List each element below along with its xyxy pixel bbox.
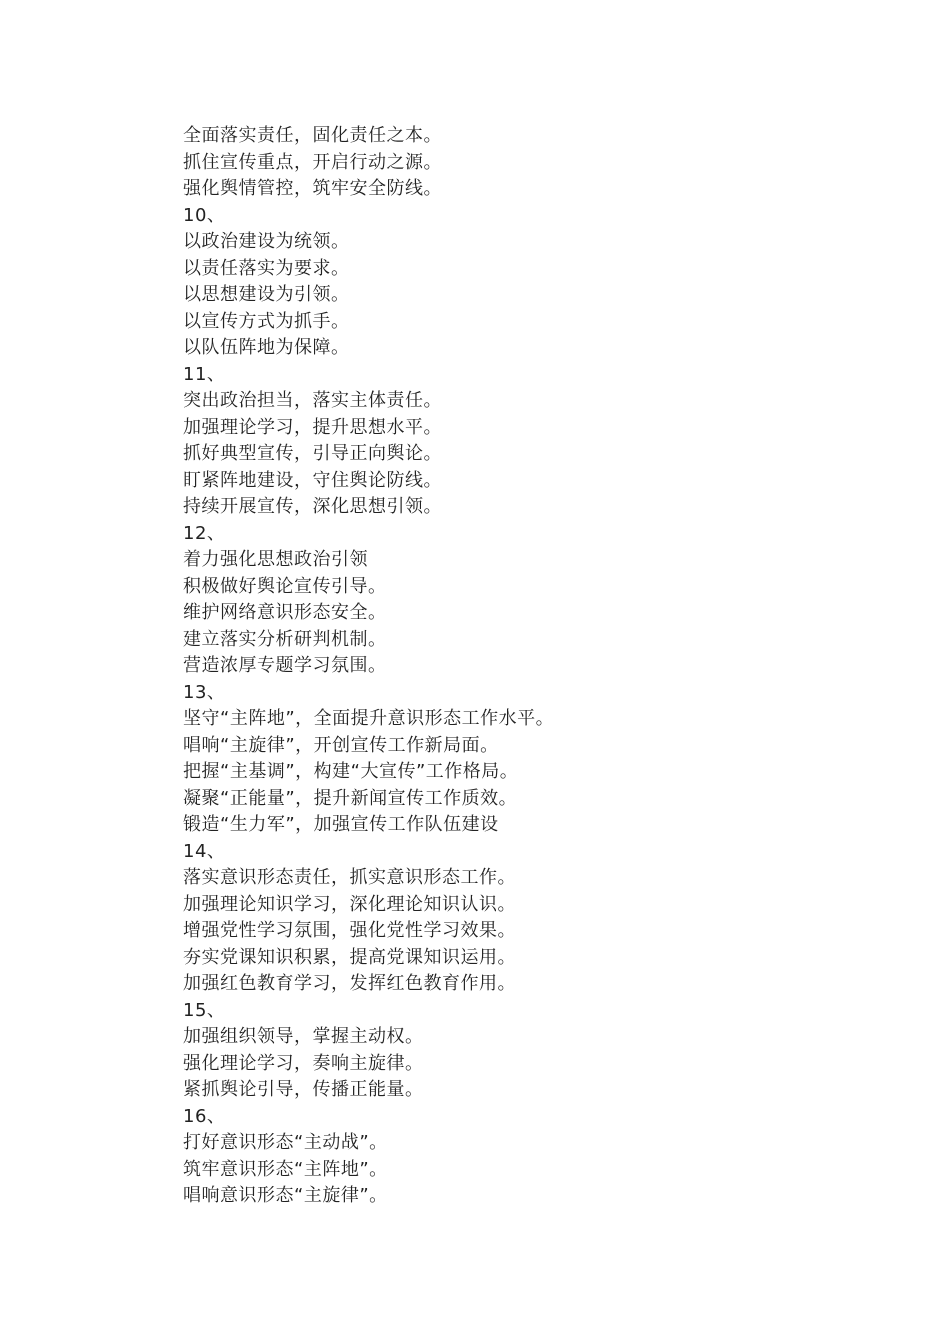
- text-line: 唱响意识形态“主旋律”。: [183, 1185, 388, 1206]
- text-line: 以思想建设为引领。: [183, 284, 350, 305]
- text-line: 夯实党课知识积累，提高党课知识运用。: [183, 946, 516, 968]
- text-line: 全面落实责任，固化责任之本。: [183, 125, 442, 146]
- text-line: 筑牢意识形态“主阵地”。: [183, 1158, 388, 1180]
- section-number: 11、: [183, 363, 226, 385]
- text-line: 强化舆情管控，筑牢安全防线。: [183, 178, 442, 199]
- text-line: 强化理论学习，奏响主旋律。: [183, 1052, 424, 1074]
- document-body: [183, 123, 883, 1210]
- section-number: 10、: [183, 204, 226, 226]
- text-line: 唱响“主旋律”，开创宣传工作新局面。: [183, 734, 499, 756]
- section-number: 12、: [183, 522, 226, 544]
- text-line: 紧抓舆论引导，传播正能量。: [183, 1079, 424, 1100]
- text-line: 加强红色教育学习，发挥红色教育作用。: [183, 973, 516, 994]
- text-line: 着力强化思想政治引领: [183, 549, 368, 570]
- text-line: 凝聚“正能量”，提升新闻宣传工作质效。: [183, 787, 518, 809]
- text-line: 以队伍阵地为保障。: [183, 337, 350, 358]
- text-line: 抓住宣传重点，开启行动之源。: [183, 151, 442, 173]
- text-line: 以政治建设为统领。: [183, 231, 350, 252]
- section-number: 15、: [183, 999, 226, 1021]
- section-number: 16、: [183, 1105, 226, 1127]
- text-line: 突出政治担当，落实主体责任。: [183, 390, 442, 411]
- text-line: 增强党性学习氛围，强化党性学习效果。: [183, 920, 516, 941]
- text-line: 锻造“生力军”，加强宣传工作队伍建设: [183, 814, 499, 835]
- text-line: 盯紧阵地建设，守住舆论防线。: [183, 469, 442, 491]
- text-line: 维护网络意识形态安全。: [183, 602, 387, 623]
- text-line: 加强理论知识学习，深化理论知识认识。: [183, 893, 516, 915]
- text-line: 落实意识形态责任，抓实意识形态工作。: [183, 867, 516, 888]
- text-line: 加强组织领导，掌握主动权。: [183, 1026, 424, 1047]
- text-line: 打好意识形态“主动战”。: [183, 1132, 388, 1153]
- text-line: 抓好典型宣传，引导正向舆论。: [183, 443, 442, 464]
- text-line: 建立落实分析研判机制。: [183, 628, 387, 650]
- section-number: 14、: [183, 840, 226, 862]
- text-line: 以责任落实为要求。: [183, 257, 350, 279]
- text-line: 营造浓厚专题学习氛围。: [183, 655, 387, 676]
- section-number: 13、: [183, 681, 226, 703]
- text-line: 把握“主基调”，构建“大宣传”工作格局。: [183, 761, 519, 782]
- text-line: 坚守“主阵地”，全面提升意识形态工作水平。: [183, 708, 555, 729]
- text-line: 加强理论学习，提升思想水平。: [183, 416, 442, 438]
- text-line: 积极做好舆论宣传引导。: [183, 575, 387, 597]
- text-line: 以宣传方式为抓手。: [183, 310, 350, 332]
- text-line: 持续开展宣传，深化思想引领。: [183, 496, 442, 517]
